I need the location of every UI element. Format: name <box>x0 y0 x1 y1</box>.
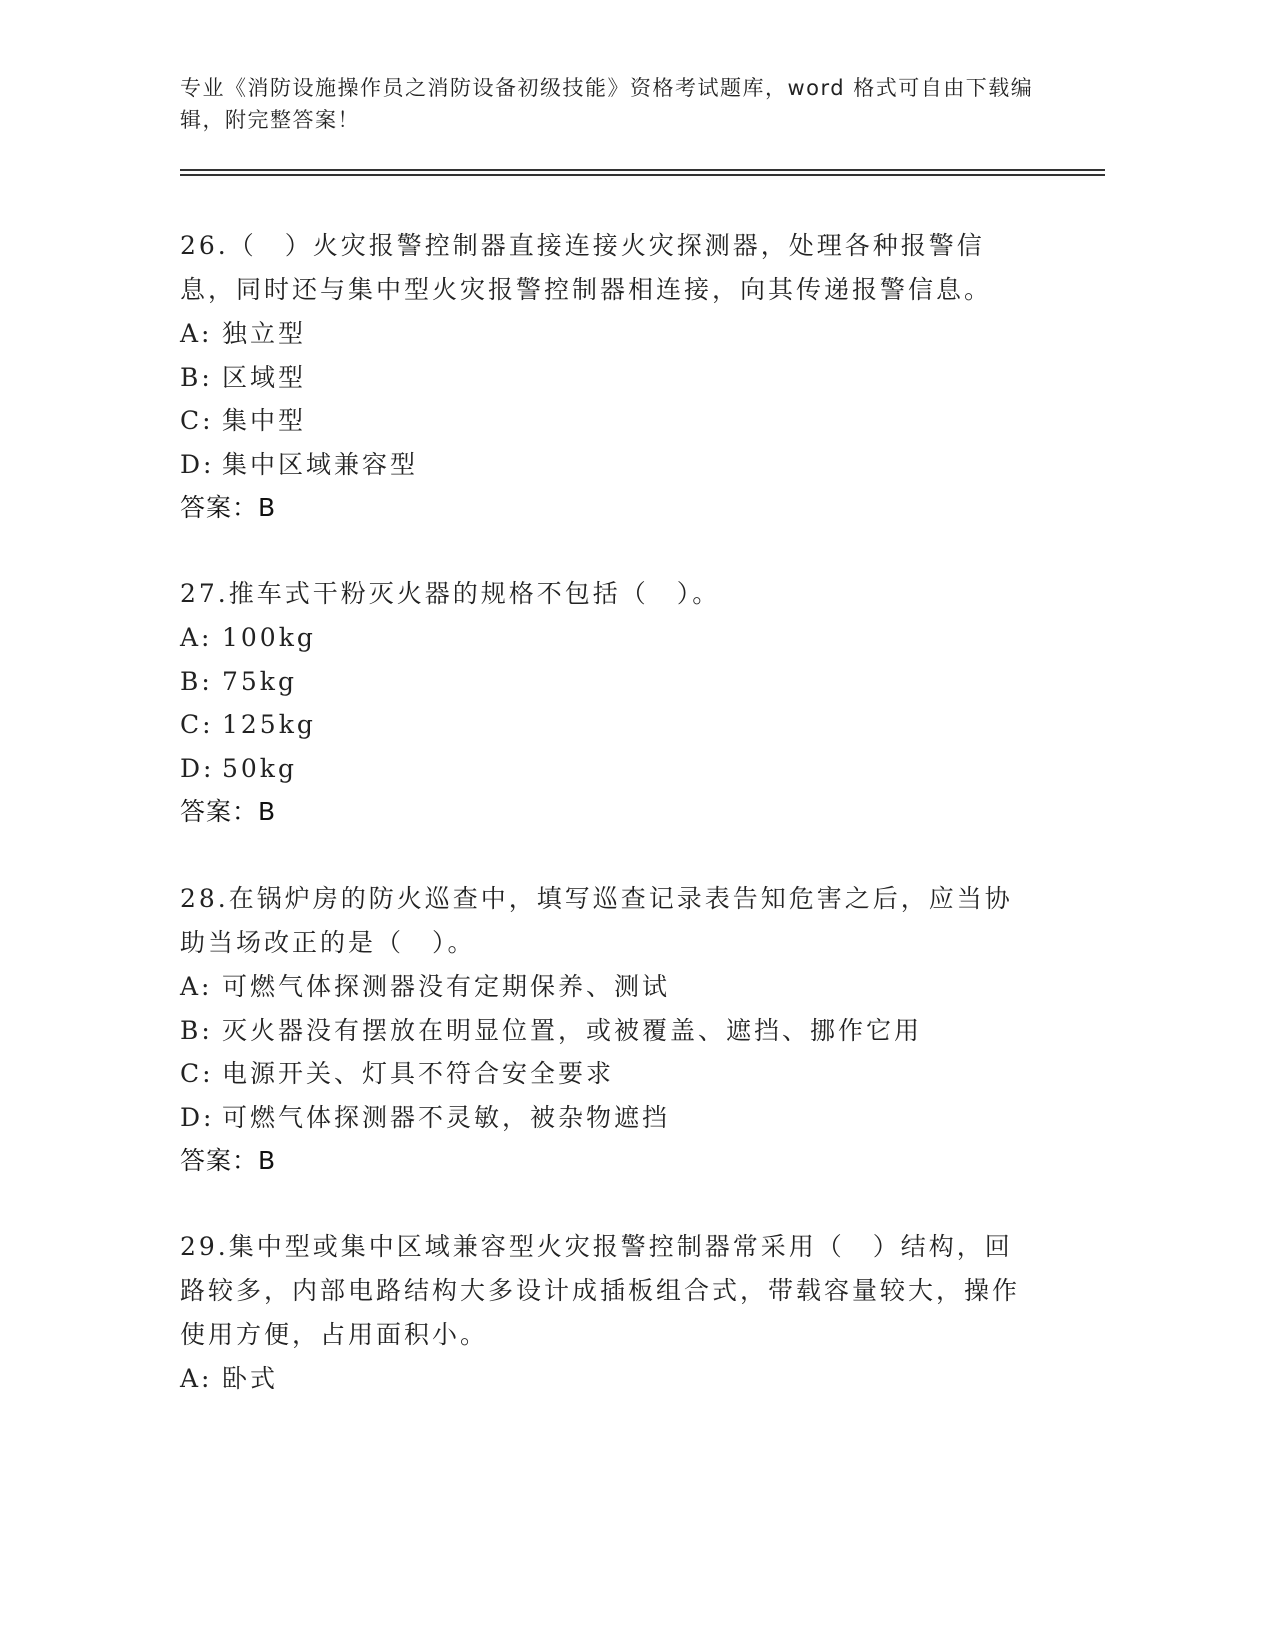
option-a <box>180 965 1040 1009</box>
option-text: 电源开关、灯具不符合安全要求 <box>222 1059 615 1088</box>
question-27 <box>180 572 1040 834</box>
option-letter: D: <box>180 1102 215 1132</box>
option-text: 灭火器没有摆放在明显位置，或被覆盖、遮挡、挪作它用 <box>222 1015 923 1045</box>
answer-line: 答案：B <box>180 493 277 522</box>
option-letter: D: <box>180 449 215 479</box>
option-text: 集中区域兼容型 <box>222 449 419 479</box>
option-letter: B: <box>180 1015 213 1045</box>
option-text: 100kg <box>222 623 316 652</box>
option-letter: C: <box>180 710 214 739</box>
header-divider-top <box>180 169 1105 171</box>
option-text: 可燃气体探测器没有定期保养、测试 <box>222 972 671 1001</box>
option-text: 可燃气体探测器不灵敏，被杂物遮挡 <box>222 1102 671 1132</box>
option-a <box>180 312 1040 356</box>
option-d <box>180 747 1040 791</box>
option-letter: C: <box>180 406 214 435</box>
option-letter: A: <box>180 623 213 652</box>
header-intro-text: 专业《消防设施操作员之消防设备初级技能》资格考试题库，word 格式可自由下载编辑，附完整答案！ <box>180 76 1034 132</box>
option-text: 75kg <box>222 666 297 696</box>
option-letter: D: <box>180 753 215 783</box>
option-c <box>180 703 1040 747</box>
option-a <box>180 616 1040 660</box>
option-text: 50kg <box>222 753 297 783</box>
option-d <box>180 1096 1040 1140</box>
question-stem: 28.在锅炉房的防火巡查中，填写巡查记录表告知危害之后，应当协助当场改正的是（ ）。 <box>180 884 1013 957</box>
option-a <box>180 1357 1040 1401</box>
option-text: 独立型 <box>222 319 307 348</box>
option-c <box>180 399 1040 443</box>
header-divider-bottom <box>180 174 1105 176</box>
option-b <box>180 660 1040 704</box>
option-letter: A: <box>180 319 213 348</box>
option-letter: A: <box>180 1364 213 1393</box>
option-letter: A: <box>180 972 213 1001</box>
question-28 <box>180 877 1040 1183</box>
answer-line: 答案：B <box>180 797 277 826</box>
option-c <box>180 1052 1040 1096</box>
option-d <box>180 443 1040 487</box>
document-header <box>180 72 1040 136</box>
question-stem: 29.集中型或集中区域兼容型火灾报警控制器常采用（ ）结构，回路较多，内部电路结构大多设计成插板组合式，带载容量较大，操作使用方便，占用面积小。 <box>180 1232 1021 1349</box>
answer-line: 答案：B <box>180 1146 277 1175</box>
option-text: 125kg <box>222 710 316 739</box>
question-stem: 26.（ ）火灾报警控制器直接连接火灾探测器，处理各种报警信息，同时还与集中型火灾报警控制器相连接，向其传递报警信息。 <box>180 231 993 304</box>
option-text: 区域型 <box>222 362 307 392</box>
question-29 <box>180 1225 1040 1401</box>
option-b <box>180 356 1040 400</box>
option-letter: C: <box>180 1059 214 1088</box>
option-letter: B: <box>180 362 213 392</box>
option-text: 集中型 <box>222 406 307 435</box>
question-stem: 27.推车式干粉灭火器的规格不包括（ ）。 <box>180 579 721 608</box>
option-letter: B: <box>180 666 213 696</box>
question-26 <box>180 224 1040 530</box>
option-b <box>180 1009 1040 1053</box>
option-text: 卧式 <box>222 1364 279 1393</box>
